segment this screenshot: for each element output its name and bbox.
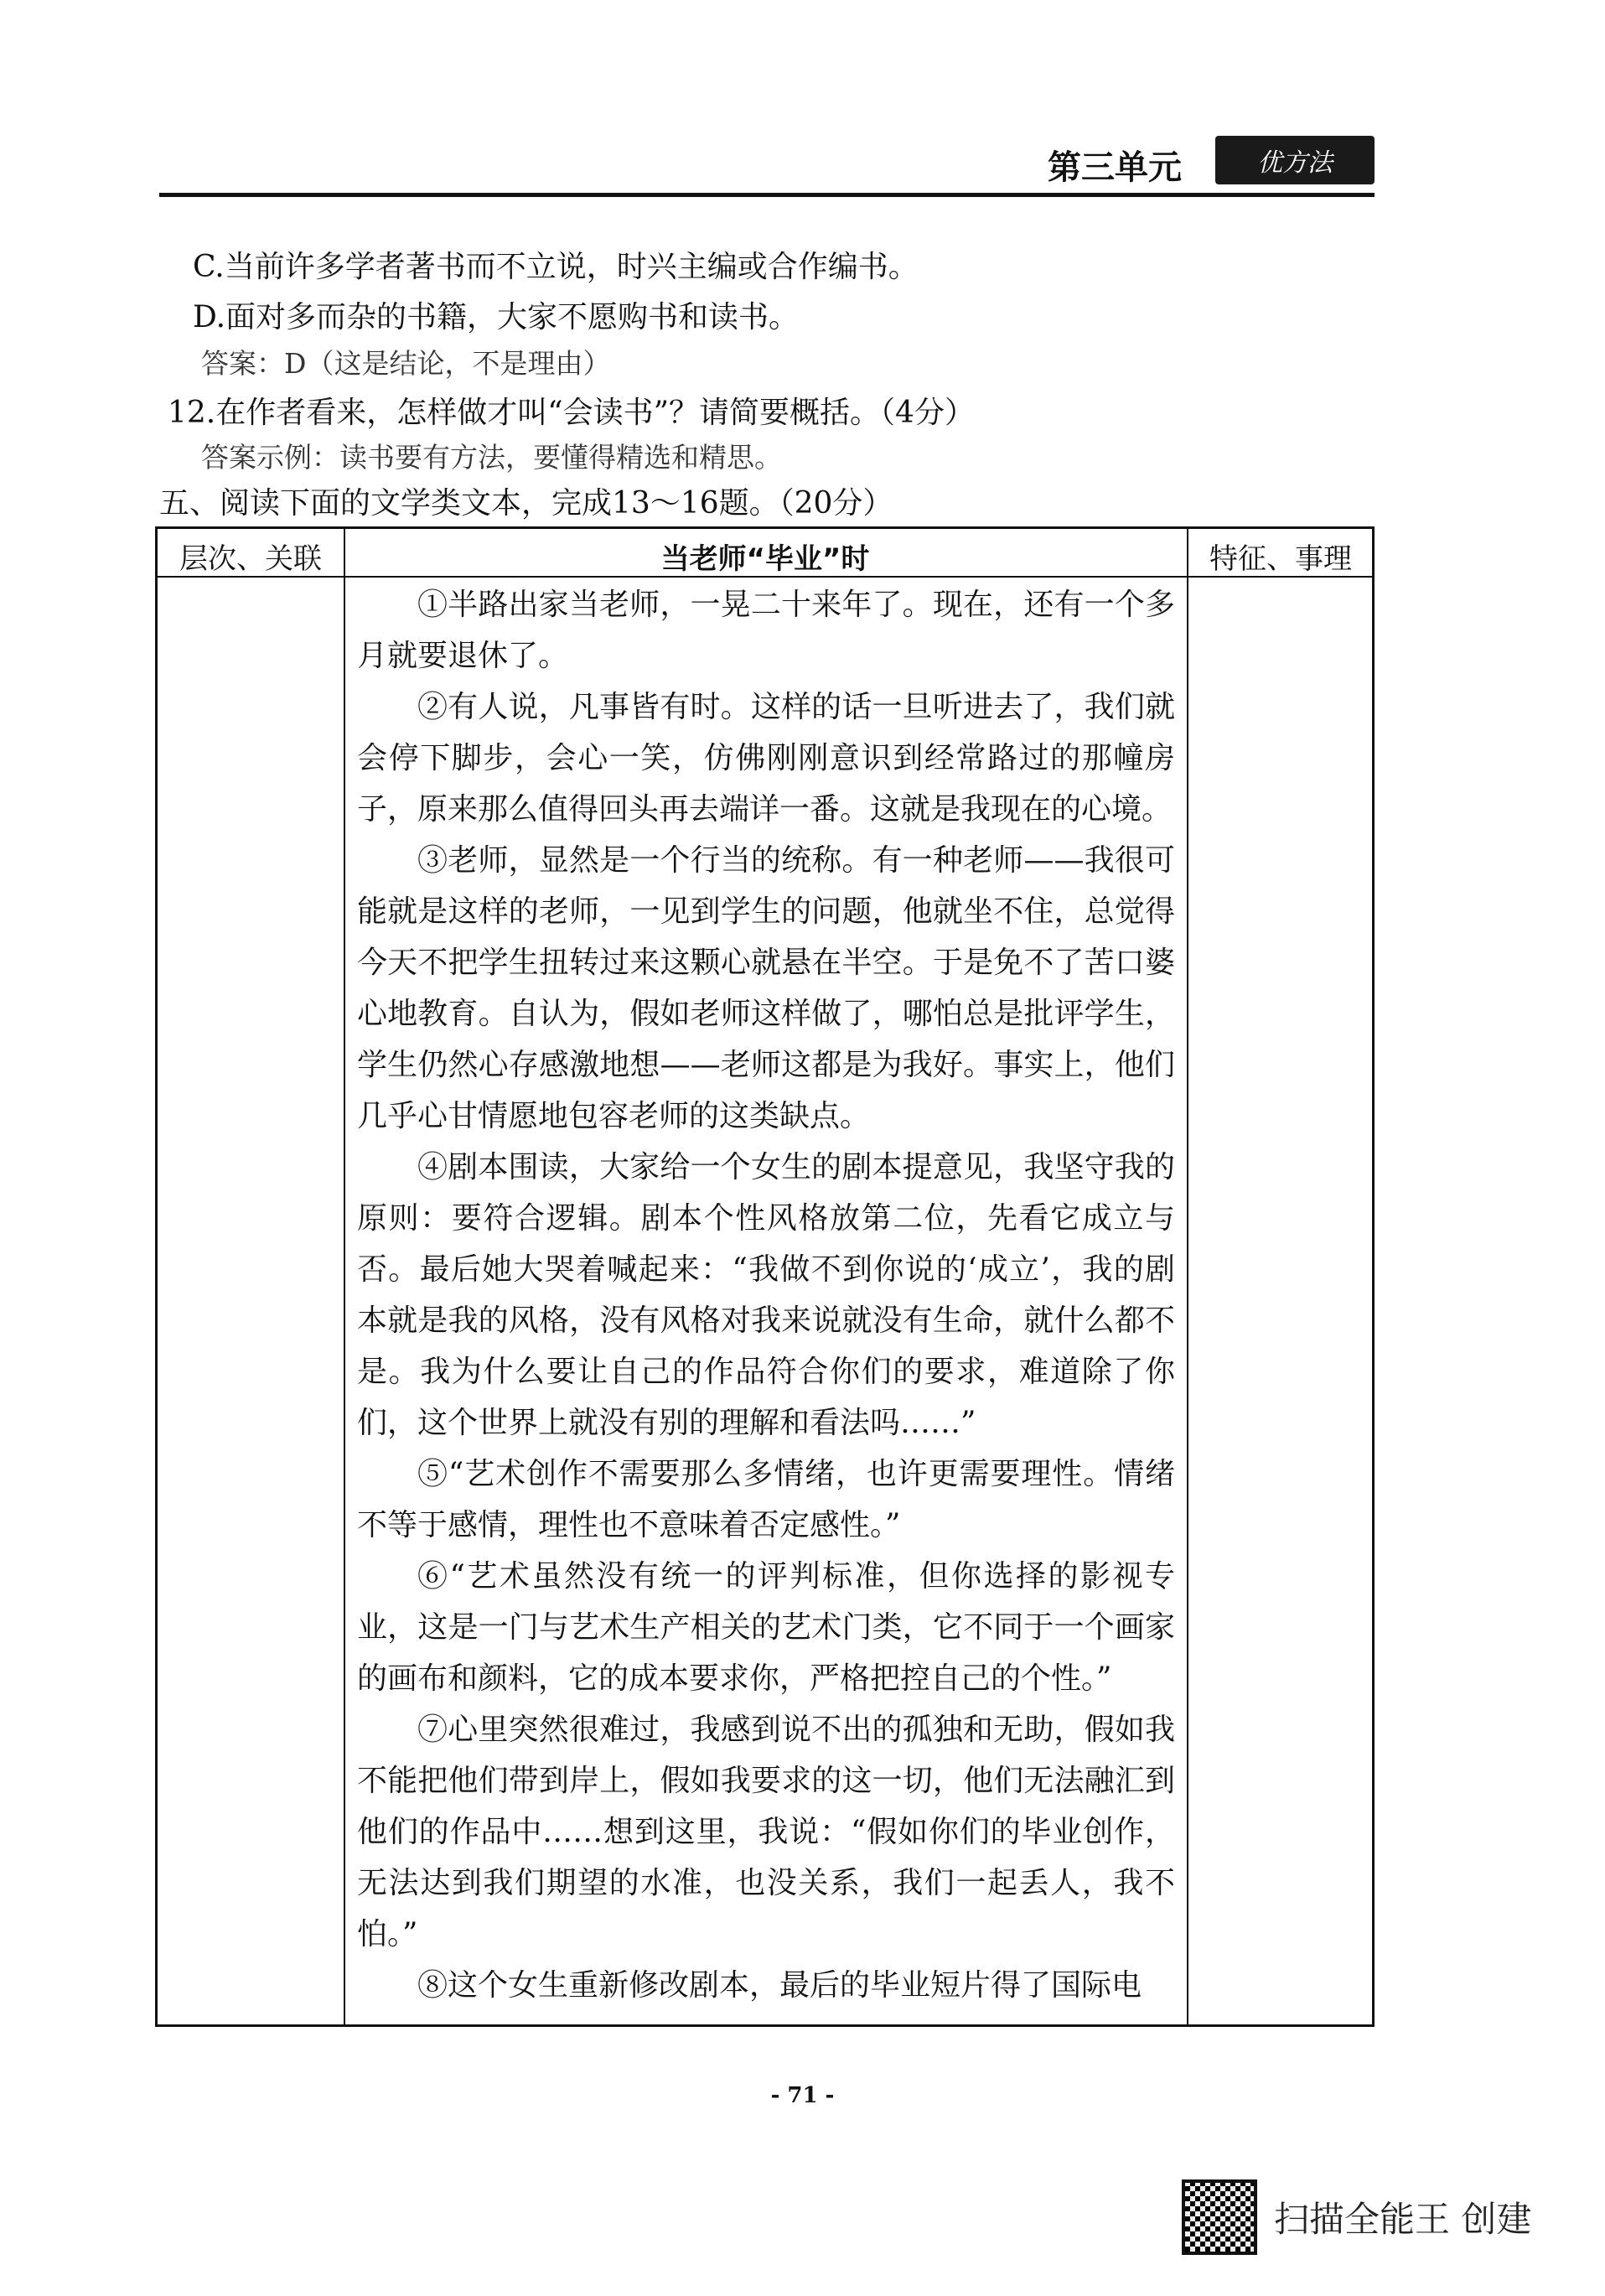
paragraph-1: ①半路出家当老师，一晃二十来年了。现在，还有一个多月就要退休了。 (357, 588, 1175, 673)
answer-11: 答案：D（这是结论，不是理由） (201, 347, 611, 380)
qr-code-icon (1182, 2179, 1257, 2255)
unit-header (159, 126, 1375, 197)
column-divider-right (1187, 529, 1188, 2024)
paragraph-4: ④剧本围读，大家给一个女生的剧本提意见，我坚守我的原则：要符合逻辑。剧本个性风格放第二位，先看它成立与否。最后她大哭着喊起来：“我做不到你说的‘成立’，我的剧本就是我的风格，没有风格对我来说就没有生命，就什么都不是。我为什么要让自己的作品符合你们的要求，难道除了你们，这个世界上就没有别的理解和看法吗……” (357, 1150, 1175, 1440)
scanner-text: 扫描全能王 创建 (1274, 2199, 1532, 2240)
paragraph-7: ⑦心里突然很难过，我感到说不出的孤独和无助，假如我不能把他们带到岸上，假如我要求的这一切，他们无法融汇到他们的作品中……想到这里，我说：“假如你们的毕业创作，无法达到我们期望的水准，也没关系，我们一起丢人，我不怕。” (357, 1713, 1175, 1951)
option-c: C.当前许多学者著书而不立说，时兴主编或合作编书。 (193, 250, 919, 284)
paragraph-8: ⑧这个女生重新修改剧本，最后的毕业短片得了国际电 (417, 1968, 1142, 2003)
scanner-watermark (1182, 2179, 1531, 2255)
unit-title: 第三单元 (1048, 148, 1182, 187)
question-12: 12.在作者看来，怎样做才叫“会读书”？请简要概括。（4分） (168, 396, 975, 430)
paragraph-2: ②有人说，凡事皆有时。这样的话一旦听进去了，我们就会停下脚步，会心一笑，仿佛刚刚意识到经常路过的那幢房子，原来那么值得回头再去端详一番。这就是我现在的心境。 (357, 690, 1175, 827)
unit-badge-logo: 优方法 (1215, 136, 1375, 184)
article-body (357, 579, 1175, 2011)
paragraph-6: ⑥“艺术虽然没有统一的评判标准，但你选择的影视专业，这是一门与艺术生产相关的艺术门类，它不同于一个画家的画布和颜料，它的成本要求你，严格把控自己的个性。” (357, 1559, 1175, 1696)
col-header-right: 特征、事理 (1209, 542, 1352, 576)
answer-12: 答案示例：读书要有方法，要懂得精选和精思。 (201, 441, 782, 474)
page-number: - 71 - (770, 2083, 835, 2108)
paragraph-3: ③老师，显然是一个行当的统称。有一种老师——我很可能就是这样的老师，一见到学生的问题，他就坐不住，总觉得今天不把学生扭转过来这颗心就悬在半空。于是免不了苦口婆心地教育。自认为，假如老师这样做了，哪怕总是批评学生，学生仍然心存感激地想——老师这都是为我好。事实上，他们几乎心甘情愿地包容老师的这类缺点。 (357, 843, 1175, 1133)
option-d: D.面对多而杂的书籍，大家不愿购书和读书。 (193, 300, 800, 334)
article-title: 当老师“毕业”时 (660, 542, 870, 576)
reading-table (155, 526, 1375, 2027)
section-5-heading: 五、阅读下面的文学类文本，完成13～16题。（20分） (159, 486, 893, 521)
paragraph-5: ⑤“艺术创作不需要那么多情绪，也许更需要理性。情绪不等于感情，理性也不意味着否定感性。” (357, 1457, 1175, 1542)
col-header-left: 层次、关联 (179, 542, 322, 576)
column-divider-left (344, 529, 345, 2024)
